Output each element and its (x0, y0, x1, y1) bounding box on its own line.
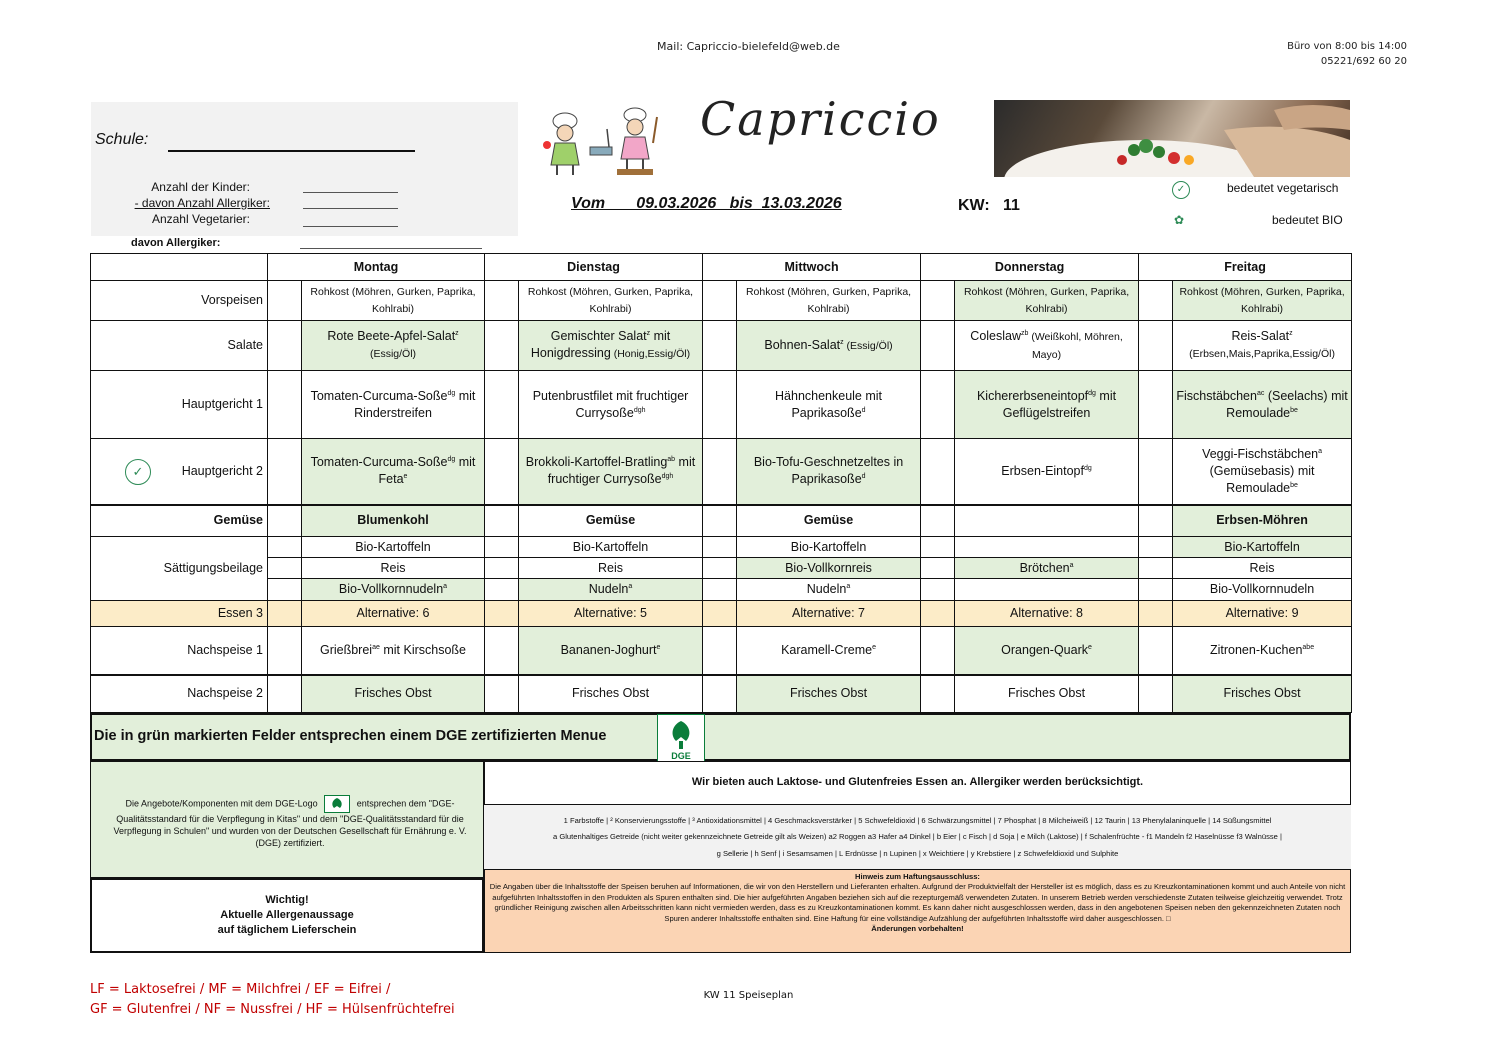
lactose-note: Wir bieten auch Laktose- und Glutenfreies Essen an. Allergiker werden berücksichtigt. (691, 776, 1144, 788)
office-phone: 05221/692 60 20 (1320, 56, 1407, 67)
beilage1-tue: Bio-Kartoffeln (519, 537, 703, 558)
dge-logo-small (324, 795, 350, 813)
gemuese-wed: Gemüse (737, 505, 921, 537)
day-friday: Freitag (1139, 254, 1352, 281)
liability-footer: Änderungen vorbehalten! (871, 924, 964, 934)
beilage1-fri: Bio-Kartoffeln (1173, 537, 1352, 558)
dge-logo-label: DGE (671, 751, 691, 761)
school-label: Schule: (95, 131, 149, 148)
diet-codes-line-2: GF = Glutenfrei / NF = Nussfrei / HF = Hülsenfrüchtefrei (90, 1002, 455, 1017)
gemuese-mon: Blumenkohl (302, 505, 485, 537)
office-hours: Büro von 8:00 bis 14:00 (1287, 41, 1407, 52)
haupt1-mon: Tomaten-Curcuma-Soße$^{dg}$ mit Rinderstreifen (302, 371, 485, 439)
dge-logo (657, 714, 705, 762)
veg-allergic-label: davon Allergiker: (131, 237, 221, 249)
day-thursday: Donnerstag (921, 254, 1139, 281)
day-wednesday: Mittwoch (703, 254, 921, 281)
allergic-count-line[interactable] (303, 208, 398, 209)
row-label-nachspeise1: Nachspeise 1 (91, 627, 268, 675)
haupt1-fri: Fischstäbchen$^{ac}$ (Seelachs) mit Remoulade$^{be}$ (1173, 371, 1352, 439)
salat-tue: Gemischter Salat$^z$ mit Honigdressing (Honig,Essig/Öl) (519, 321, 703, 371)
nachspeise1-tue: Bananen-Joghurt$^e$ (519, 627, 703, 675)
nachspeise2-tue: Frisches Obst (519, 675, 703, 713)
row-salate (91, 321, 1352, 371)
haupt2-tue: Brokkoli-Kartoffel-Bratling$^{ab}$ mit fruchtiger Currysoße$^{dgh}$ (519, 439, 703, 505)
beilage1-thu (955, 537, 1139, 558)
menu-table (90, 253, 1352, 713)
row-saettigung-1 (91, 537, 1352, 558)
haupt2-thu: Erbsen-Eintopf$^{dg}$ (955, 439, 1139, 505)
vorspeise-fri: Rohkost (Möhren, Gurken, Paprika, Kohlrabi) (1173, 281, 1352, 321)
mail-address: Mail: Capriccio-bielefeld@web.de (657, 40, 840, 53)
legend-vegetarian: bedeutet vegetarisch (1227, 181, 1339, 195)
diet-codes-line-1: LF = Laktosefrei / MF = Milchfrei / EF = Eifrei / (90, 982, 391, 997)
school-input-line[interactable] (168, 150, 415, 152)
beilage3-tue: Nudeln$^a$ (519, 579, 703, 601)
liability-text (488, 872, 1347, 934)
beilage2-mon: Reis (302, 558, 485, 579)
nachspeise2-wed: Frisches Obst (737, 675, 921, 713)
dge-note-text: Die in grün markierten Felder entsprechen einem DGE zertifizierten Menue (94, 728, 607, 744)
chefs-illustration (535, 103, 670, 178)
beilage3-fri: Bio-Vollkornnudeln (1173, 579, 1352, 601)
day-monday: Montag (268, 254, 485, 281)
calendar-week: KW: 11 (958, 197, 1020, 214)
essen3-wed: Alternative: 7 (737, 601, 921, 627)
row-label-haupt2: ✓ Hauptgericht 2 (91, 439, 268, 505)
haupt2-wed: Bio-Tofu-Geschnetzeltes in Paprikasoße$^d$ (737, 439, 921, 505)
allergic-count-label: - davon Anzahl Allergiker: (134, 196, 270, 210)
beilage1-mon: Bio-Kartoffeln (302, 537, 485, 558)
haupt1-thu: Kichererbseneintopf$^{dg}$ mit Geflügelstreifen (955, 371, 1139, 439)
salat-mon: Rote Beete-Apfel-Salat$^z$ (Essig/Öl) (302, 321, 485, 371)
nachspeise2-mon: Frisches Obst (302, 675, 485, 713)
gemuese-tue: Gemüse (519, 505, 703, 537)
row-label-vorspeisen: Vorspeisen (91, 281, 268, 321)
row-label-salate: Salate (91, 321, 268, 371)
vegetarian-icon: ✓ (125, 459, 151, 485)
liability-title: Hinweis zum Haftungsausschluss: (855, 872, 980, 881)
bio-icon: ✿ (1174, 213, 1185, 227)
essen3-mon: Alternative: 6 (302, 601, 485, 627)
haupt2-fri: Veggi-Fischstäbchen$^a$ (Gemüsebasis) mit Remoulade$^{be}$ (1173, 439, 1352, 505)
kids-count-line[interactable] (303, 192, 398, 193)
row-nachspeise-2 (91, 675, 1352, 713)
additives-line-2: a Glutenhaltiges Getreide (nicht weiter gekennzeichnete Getreide gilt als Weizen) a2 Roggen a3 Hafer a4 Dinkel | b Eier | c Fisch | d Soja | e Milch (Laktose) | f Schalenfrüchte - f1 Mandeln f2 Haselnüsse f3 Walnüsse | (553, 832, 1282, 841)
veg-count-line[interactable] (303, 226, 398, 227)
haupt1-wed: Hähnchenkeule mit Paprikasoße$^d$ (737, 371, 921, 439)
day-header-row (91, 254, 1352, 281)
beilage3-thu (955, 579, 1139, 601)
row-label-saettigung: Sättigungsbeilage (91, 537, 268, 601)
nachspeise1-mon: Grießbrei$^{ae}$ mit Kirschsoße (302, 627, 485, 675)
gemuese-thu (955, 505, 1139, 537)
page-footer: KW 11 Speiseplan (703, 990, 794, 1001)
beilage3-mon: Bio-Vollkornnudeln$^a$ (302, 579, 485, 601)
beilage2-tue: Reis (519, 558, 703, 579)
beilage2-fri: Reis (1173, 558, 1352, 579)
row-saettigung-3 (91, 579, 1352, 601)
nachspeise2-fri: Frisches Obst (1173, 675, 1352, 713)
office-info (1287, 39, 1407, 69)
important-text: Wichtig! Aktuelle Allergenaussage auf täglichem Lieferschein (217, 894, 357, 936)
vorspeise-thu: Rohkost (Möhren, Gurken, Paprika, Kohlrabi) (955, 281, 1139, 321)
kids-count-label: Anzahl der Kinder: (151, 180, 250, 194)
essen3-tue: Alternative: 5 (519, 601, 703, 627)
day-tuesday: Dienstag (485, 254, 703, 281)
vorspeise-tue: Rohkost (Möhren, Gurken, Paprika, Kohlrabi) (519, 281, 703, 321)
legend-bio: bedeutet BIO (1272, 213, 1343, 227)
gemuese-fri: Erbsen-Möhren (1173, 505, 1352, 537)
haupt1-tue: Putenbrustfilet mit fruchtiger Currysoße$^{dgh}$ (519, 371, 703, 439)
veg-allergic-line[interactable] (300, 248, 482, 249)
row-hauptgericht-2 (91, 439, 1352, 505)
nachspeise1-thu: Orangen-Quark$^e$ (955, 627, 1139, 675)
nachspeise2-thu: Frisches Obst (955, 675, 1139, 713)
veg-count-label: Anzahl Vegetarier: (151, 212, 250, 226)
salat-wed: Bohnen-Salat$^z$ (Essig/Öl) (737, 321, 921, 371)
vorspeise-wed: Rohkost (Möhren, Gurken, Paprika, Kohlrabi) (737, 281, 921, 321)
menu-period: Vom 09.03.2026 bis 13.03.2026 (571, 195, 842, 212)
haupt2-mon: Tomaten-Curcuma-Soße$^{dg}$ mit Feta$^e$ (302, 439, 485, 505)
vorspeise-mon: Rohkost (Möhren, Gurken, Paprika, Kohlrabi) (302, 281, 485, 321)
salat-fri: Reis-Salat$^z$ (Erbsen,Mais,Paprika,Essig/Öl) (1173, 321, 1352, 371)
liability-body: Die Angaben über die Inhaltsstoffe der Speisen beruhen auf Informationen, die wir von den Herstellern und Lieferanten erhalten. Aufgrund der Produktvielfalt der Hersteller ist es möglich, dass es zu Kreuzkontaminationen kommt und auch Anteile von nicht aufgeführten Inhaltsstoffen in den Produkten als Spuren enthalten sind. Die hier aufgeführten Angaben beziehen sich auf die rezepturgemäß verwendeten Zutaten. In unserem Betrieb werden verschiedenste Zutaten teilweise gleichzeitig verwendet. Trotz gründlicher Reinigung zwischen allen Arbeitsschritten kann nicht vermieden werden, dass es zu Kreuzkontaminationen kommt. Es kann daher nicht ausgeschlossen werden, dass in den angebotenen Speisen neben den gekennzeichneten Zutaten noch Spuren anderer Inhaltsstoffe enthalten sind. Eine Haftung für eine vollständige Aufzählung der aufgeführten Inhaltsstoffe wird daher ausgeschlossen. □ (489, 882, 1346, 923)
additives-line-3: g Sellerie | h Senf | i Sesamsamen | L Erdnüsse | n Lupinen | x Weichtiere | y Krebstiere | z Schwefeldioxid und Sulphite (716, 849, 1119, 858)
dge-info-text: Die Angebote/Komponenten mit dem DGE-Logo entsprechen dem "DGE-Qualitätsstandard für die Verpflegung in Kitas" und dem "DGE-Qualitätsstandard für die Verpflegung in Schulen" und wurden von der Deutschen Gesellschaft für Ernährung e. V. (DGE) zertifiziert. (104, 795, 476, 849)
nachspeise1-wed: Karamell-Creme$^e$ (737, 627, 921, 675)
row-saettigung-2 (91, 558, 1352, 579)
essen3-thu: Alternative: 8 (955, 601, 1139, 627)
row-nachspeise-1 (91, 627, 1352, 675)
beilage3-wed: Nudeln$^a$ (737, 579, 921, 601)
additives-line-1: 1 Farbstoffe | ² Konservierungsstoffe | ³ Antioxidationsmittel | 4 Geschmacksverstärker | 5 Schwefeldioxid | 6 Schwärzungsmittel | 7 Phosphat | 8 Milcheiweiß | 12 Taurin | 13 Phenylalaninquelle | 14 Süßungsmittel (563, 816, 1272, 825)
row-essen-3 (91, 601, 1352, 627)
row-label-haupt1: Hauptgericht 1 (91, 371, 268, 439)
row-hauptgericht-1 (91, 371, 1352, 439)
beilage1-wed: Bio-Kartoffeln (737, 537, 921, 558)
nachspeise1-fri: Zitronen-Kuchen$^{abe}$ (1173, 627, 1352, 675)
row-label-essen3: Essen 3 (91, 601, 268, 627)
vegetarian-icon: ✓ (1172, 181, 1190, 199)
food-photo (994, 100, 1350, 177)
corner-cell (91, 254, 268, 281)
salat-thu: Coleslaw$^{zb}$ (Weißkohl, Möhren, Mayo) (955, 321, 1139, 371)
row-gemuese (91, 505, 1352, 537)
row-label-nachspeise2: Nachspeise 2 (91, 675, 268, 713)
beilage2-thu: Brötchen$^a$ (955, 558, 1139, 579)
brand-logo: Capriccio (700, 92, 941, 146)
row-label-gemuese: Gemüse (91, 505, 268, 537)
essen3-fri: Alternative: 9 (1173, 601, 1352, 627)
beilage2-wed: Bio-Vollkornreis (737, 558, 921, 579)
row-vorspeisen (91, 281, 1352, 321)
